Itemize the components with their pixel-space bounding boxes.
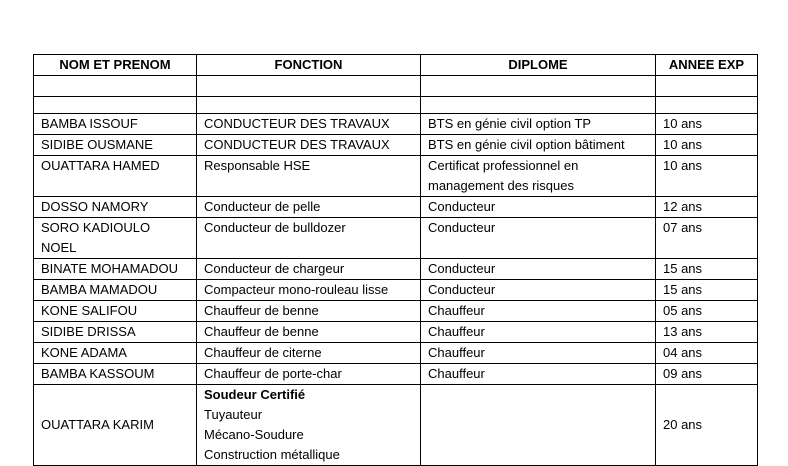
empty-cell [656, 76, 758, 97]
name-cell: OUATTARA KARIM [34, 385, 197, 466]
header-function: FONCTION [197, 55, 421, 76]
empty-cell [34, 76, 197, 97]
experience-cell: 07 ans [656, 218, 758, 259]
name-cell: SIDIBE OUSMANE [34, 135, 197, 156]
name-cell: SIDIBE DRISSA [34, 322, 197, 343]
header-name: NOM ET PRENOM [34, 55, 197, 76]
diploma-cell: Certificat professionnel en management des risques [421, 156, 656, 197]
function-cell: Conducteur de bulldozer [197, 218, 421, 259]
staff-table [33, 54, 758, 466]
function-line: Construction métallique [204, 447, 340, 462]
header-row [34, 55, 758, 76]
experience-cell: 15 ans [656, 259, 758, 280]
name-cell: BAMBA MAMADOU [34, 280, 197, 301]
diploma-cell: Chauffeur [421, 301, 656, 322]
experience-cell: 05 ans [656, 301, 758, 322]
function-cell [197, 385, 421, 466]
empty-cell [197, 76, 421, 97]
name-cell: BINATE MOHAMADOU [34, 259, 197, 280]
experience-cell: 12 ans [656, 197, 758, 218]
diploma-cell: BTS en génie civil option bâtiment [421, 135, 656, 156]
name-cell: KONE ADAMA [34, 343, 197, 364]
diploma-cell: Conducteur [421, 280, 656, 301]
experience-cell: 20 ans [656, 385, 758, 466]
name-cell: BAMBA ISSOUF [34, 114, 197, 135]
table-row [34, 343, 758, 364]
diploma-cell: BTS en génie civil option TP [421, 114, 656, 135]
spacer-cell [656, 97, 758, 114]
diploma-cell [421, 385, 656, 466]
table-row [34, 364, 758, 385]
function-cell: Chauffeur de porte-char [197, 364, 421, 385]
name-cell: OUATTARA HAMED [34, 156, 197, 197]
header-experience: ANNEE EXP [656, 55, 758, 76]
function-cell: Chauffeur de benne [197, 322, 421, 343]
spacer-row [34, 97, 758, 114]
function-cell: CONDUCTEUR DES TRAVAUX [197, 135, 421, 156]
table-row [34, 259, 758, 280]
table-row [34, 156, 758, 197]
diploma-cell: Conducteur [421, 259, 656, 280]
diploma-cell: Conducteur [421, 197, 656, 218]
function-line: Soudeur Certifié [204, 387, 306, 402]
spacer-cell [421, 97, 656, 114]
table-row [34, 322, 758, 343]
spacer-cell [34, 97, 197, 114]
spacer-cell [197, 97, 421, 114]
experience-cell: 13 ans [656, 322, 758, 343]
name-cell: DOSSO NAMORY [34, 197, 197, 218]
function-cell: Conducteur de pelle [197, 197, 421, 218]
name-cell: BAMBA KASSOUM [34, 364, 197, 385]
empty-row [34, 76, 758, 97]
table-row [34, 301, 758, 322]
table-row [34, 135, 758, 156]
function-line: Tuyauteur [204, 407, 263, 422]
header-diploma: DIPLOME [421, 55, 656, 76]
experience-cell: 09 ans [656, 364, 758, 385]
diploma-cell: Chauffeur [421, 322, 656, 343]
table-row [34, 385, 758, 466]
function-cell: CONDUCTEUR DES TRAVAUX [197, 114, 421, 135]
function-line: Mécano-Soudure [204, 427, 304, 442]
experience-cell: 10 ans [656, 114, 758, 135]
function-cell: Conducteur de chargeur [197, 259, 421, 280]
table-row [34, 218, 758, 259]
diploma-cell: Chauffeur [421, 364, 656, 385]
experience-cell: 04 ans [656, 343, 758, 364]
empty-cell [421, 76, 656, 97]
diploma-cell: Chauffeur [421, 343, 656, 364]
function-cell: Chauffeur de benne [197, 301, 421, 322]
function-cell: Compacteur mono-rouleau lisse [197, 280, 421, 301]
table-row [34, 280, 758, 301]
table-row [34, 114, 758, 135]
function-cell: Responsable HSE [197, 156, 421, 197]
diploma-cell: Conducteur [421, 218, 656, 259]
experience-cell: 10 ans [656, 156, 758, 197]
name-cell: SORO KADIOULO NOEL [34, 218, 197, 259]
experience-cell: 10 ans [656, 135, 758, 156]
experience-cell: 15 ans [656, 280, 758, 301]
name-cell: KONE SALIFOU [34, 301, 197, 322]
table-row [34, 197, 758, 218]
function-cell: Chauffeur de citerne [197, 343, 421, 364]
